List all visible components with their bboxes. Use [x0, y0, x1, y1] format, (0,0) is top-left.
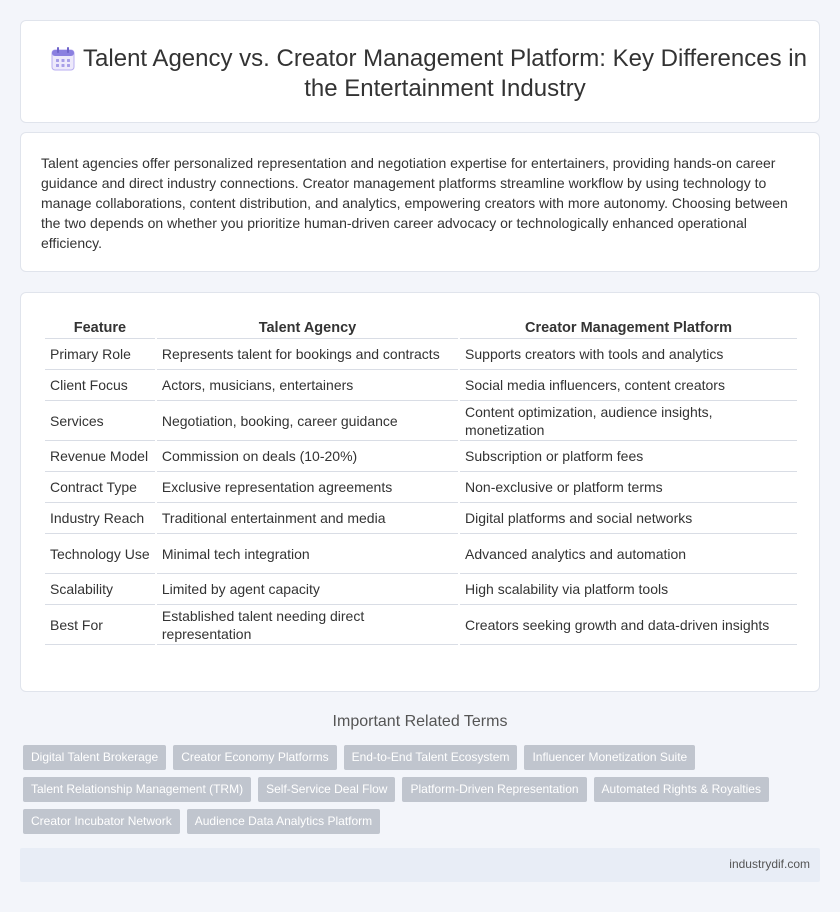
header-talent-agency: Talent Agency	[157, 315, 458, 339]
table-row	[45, 574, 797, 605]
table-row	[45, 534, 797, 574]
header-creator-platform: Creator Management Platform	[460, 315, 797, 339]
table-row	[45, 472, 797, 503]
calendar-icon	[50, 46, 76, 72]
related-tag[interactable]: Self-Service Deal Flow	[258, 777, 395, 802]
platform-cell: Creators seeking growth and data-driven insights	[460, 605, 797, 645]
feature-cell: Primary Role	[45, 339, 155, 370]
platform-cell: Supports creators with tools and analytics	[460, 339, 797, 370]
feature-cell: Industry Reach	[45, 503, 155, 534]
agency-cell: Negotiation, booking, career guidance	[157, 401, 458, 441]
agency-cell: Traditional entertainment and media	[157, 503, 458, 534]
agency-cell: Commission on deals (10-20%)	[157, 441, 458, 472]
agency-cell: Actors, musicians, entertainers	[157, 370, 458, 401]
table-row	[45, 605, 797, 645]
table-row	[45, 339, 797, 370]
comparison-table	[43, 315, 799, 645]
feature-cell: Best For	[45, 605, 155, 645]
platform-cell: Social media influencers, content creators	[460, 370, 797, 401]
related-tag[interactable]: Talent Relationship Management (TRM)	[23, 777, 251, 802]
related-tags-row	[23, 809, 823, 834]
related-tags-row	[23, 777, 823, 802]
agency-cell: Limited by agent capacity	[157, 574, 458, 605]
related-tag[interactable]: End-to-End Talent Ecosystem	[344, 745, 518, 770]
platform-cell: Content optimization, audience insights, monetization	[460, 401, 797, 441]
comparison-card	[20, 292, 820, 692]
table-row	[45, 401, 797, 441]
related-tag[interactable]: Creator Incubator Network	[23, 809, 180, 834]
table-row	[45, 503, 797, 534]
feature-cell: Scalability	[45, 574, 155, 605]
agency-cell: Established talent needing direct representation	[157, 605, 458, 645]
table-row	[45, 441, 797, 472]
platform-cell: High scalability via platform tools	[460, 574, 797, 605]
header-feature: Feature	[45, 315, 155, 339]
intro-paragraph: Talent agencies offer personalized representation and negotiation expertise for entertainers, providing hands-on career guidance and direct industry connections. Creator management platforms streamline workflow by using technology to manage collaborations, content distribution, and analytics, empowering creators with more autonomy. Choosing between the two depends on whether you prioritize human-driven career advocacy or technologically enhanced operational efficiency.	[41, 155, 788, 251]
related-terms-heading: Important Related Terms	[332, 713, 508, 730]
table-header-row	[45, 315, 797, 339]
feature-cell: Revenue Model	[45, 441, 155, 472]
related-tags-row	[23, 745, 823, 770]
footer	[20, 848, 820, 882]
feature-cell: Client Focus	[45, 370, 155, 401]
platform-cell: Digital platforms and social networks	[460, 503, 797, 534]
platform-cell: Non-exclusive or platform terms	[460, 472, 797, 503]
table-row	[45, 370, 797, 401]
title-card	[20, 20, 820, 123]
agency-cell: Minimal tech integration	[157, 534, 458, 574]
related-tag[interactable]: Platform-Driven Representation	[402, 777, 586, 802]
agency-cell: Exclusive representation agreements	[157, 472, 458, 503]
related-tag[interactable]: Influencer Monetization Suite	[524, 745, 695, 770]
feature-cell: Services	[45, 401, 155, 441]
related-tag[interactable]: Audience Data Analytics Platform	[187, 809, 380, 834]
related-tag[interactable]: Automated Rights & Royalties	[594, 777, 769, 802]
related-tag[interactable]: Creator Economy Platforms	[173, 745, 336, 770]
feature-cell: Contract Type	[45, 472, 155, 503]
platform-cell: Advanced analytics and automation	[460, 534, 797, 574]
related-tag[interactable]: Digital Talent Brokerage	[23, 745, 166, 770]
platform-cell: Subscription or platform fees	[460, 441, 797, 472]
feature-cell: Technology Use	[45, 534, 155, 574]
page-title: Talent Agency vs. Creator Management Platform: Key Differences in the Entertainment Industry	[83, 45, 807, 102]
footer-site-link[interactable]: industrydif.com	[729, 857, 810, 871]
agency-cell: Represents talent for bookings and contracts	[157, 339, 458, 370]
intro-card	[20, 132, 820, 272]
